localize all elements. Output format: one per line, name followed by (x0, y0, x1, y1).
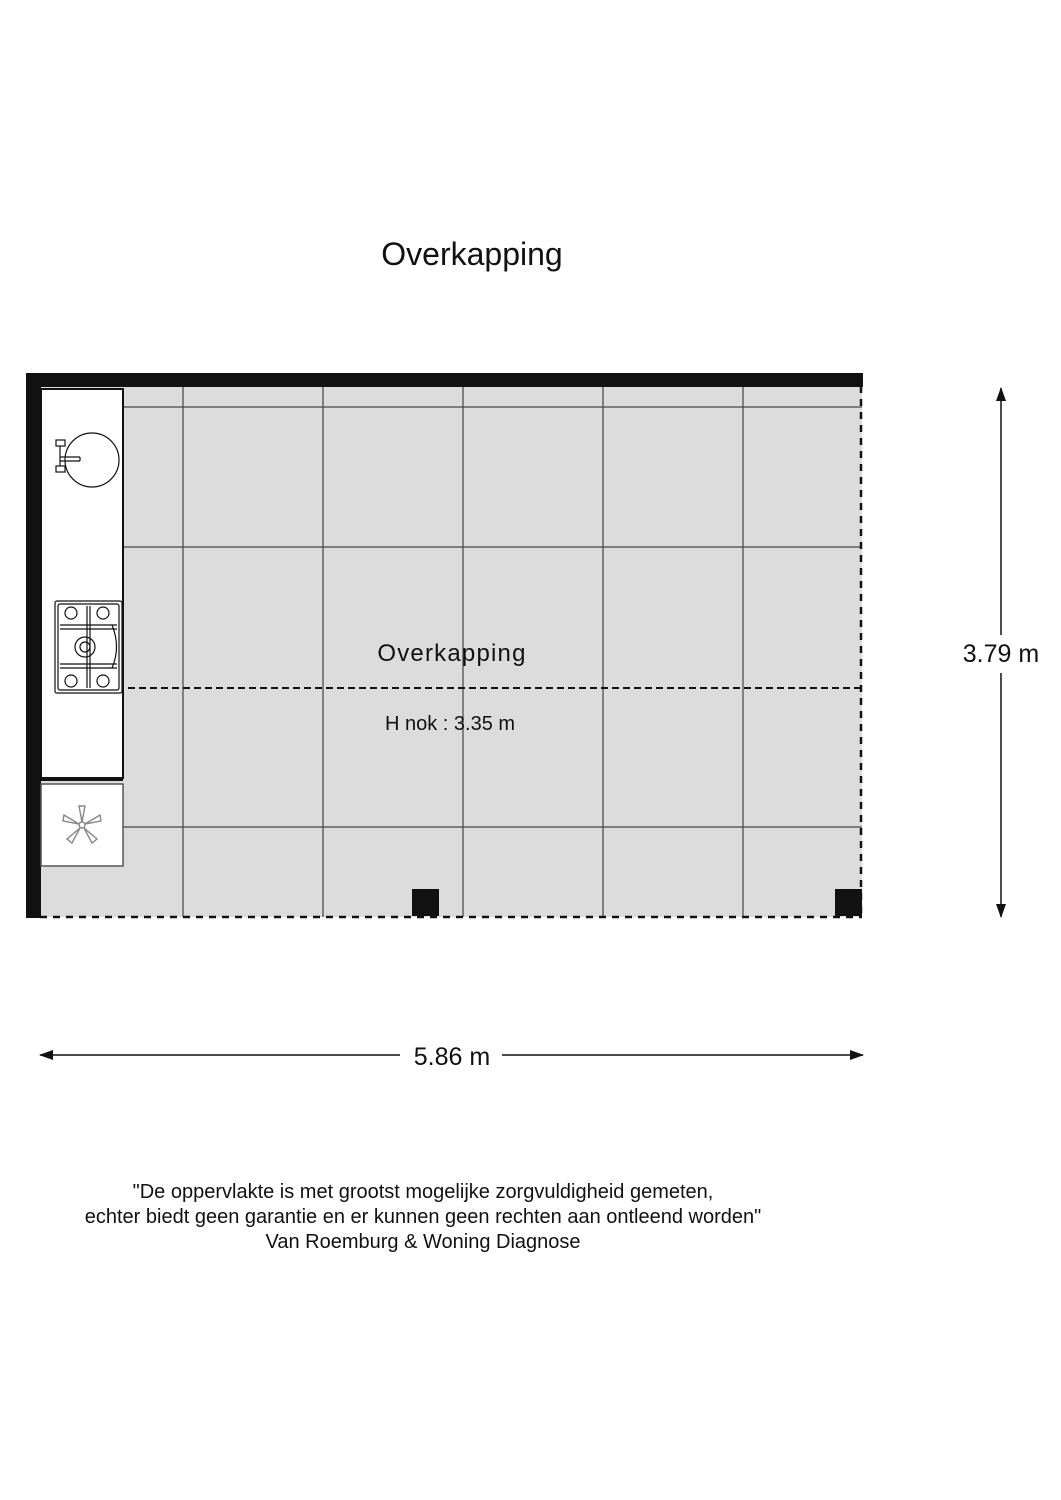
page-title: Overkapping (381, 236, 563, 272)
disclaimer-line: echter biedt geen garantie en er kunnen geen rechten aan ontleend worden" (84, 1206, 762, 1228)
wall-top (26, 373, 863, 387)
wall-left (26, 373, 41, 918)
column-icon (412, 889, 439, 916)
column-icon (835, 889, 862, 916)
appliance-cabinet (41, 784, 123, 866)
disclaimer-line: Van Roemburg & Woning Diagnose (265, 1231, 581, 1253)
depth-dimension-label: 3.79 m (962, 640, 1040, 668)
disclaimer (0, 1180, 846, 1255)
gas-hob-icon (55, 601, 122, 693)
disclaimer-line: "De oppervlakte is met grootst mogelijke zorgvuldigheid gemeten, (132, 1181, 714, 1203)
ridge-height: H nok : 3.35 m (384, 713, 516, 735)
width-dimension-label: 5.86 m (413, 1043, 491, 1071)
room-name: Overkapping (377, 640, 527, 667)
